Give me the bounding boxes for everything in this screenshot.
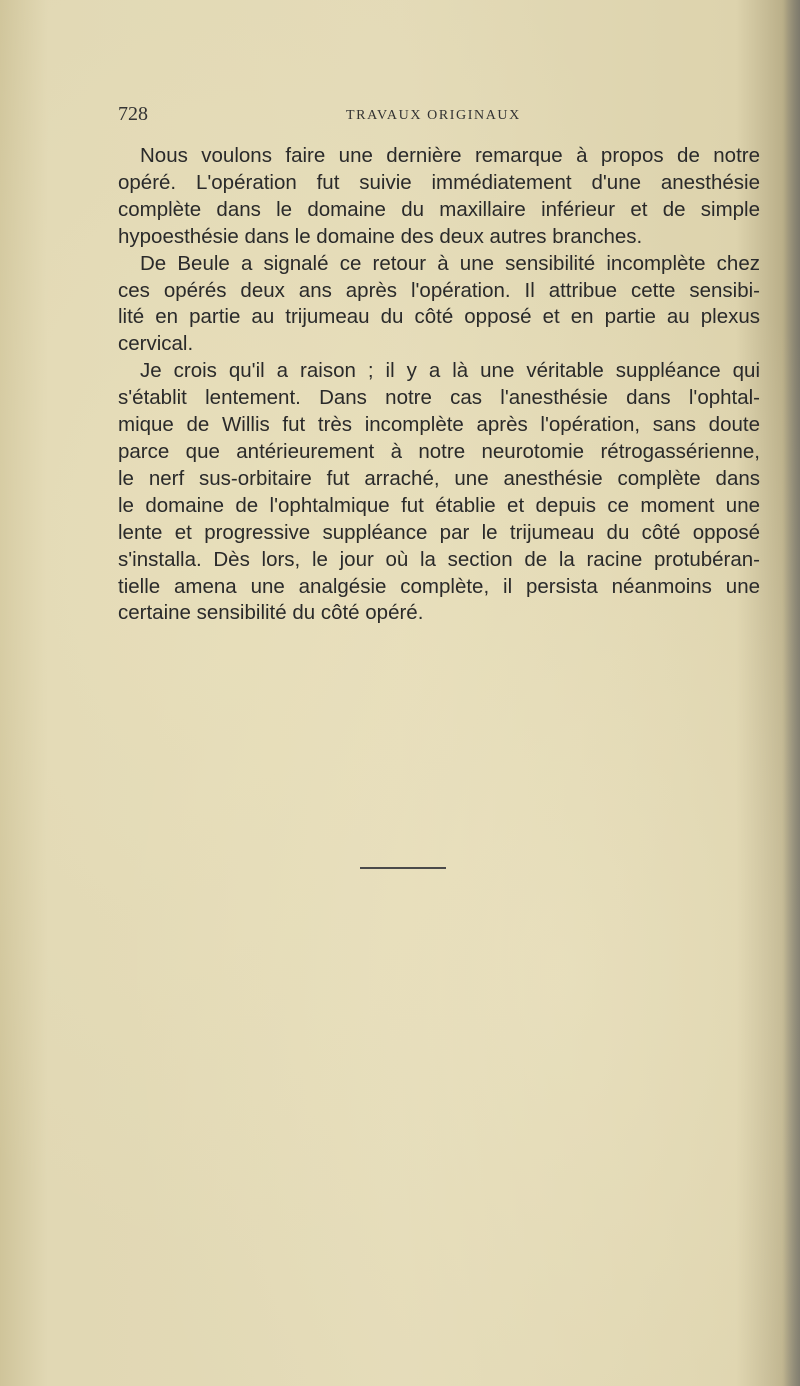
text-line: s'installa. Dès lors, le jour où la section de la racine protubéran- [118,547,760,571]
text-line: complète dans le domaine du maxillaire inférieur et de simple [118,197,760,221]
page-number: 728 [118,103,148,125]
text-line: cervical. [118,332,194,356]
text-line: lente et progressive suppléance par le trijumeau du côté opposé [118,520,760,544]
text-line: s'établit lentement. Dans notre cas l'anesthésie dans l'ophtal- [118,386,760,410]
text-line: le nerf sus-orbitaire fut arraché, une anesthésie complète dans [118,466,760,490]
paragraph-3 [118,358,760,627]
paragraph-2 [118,251,760,359]
body-text [118,143,760,627]
text-line: parce que antérieurement à notre neurotomie rétrogassérienne, [118,439,760,463]
page-header [118,103,758,129]
text-line: tielle amena une analgésie complète, il persista néanmoins une [118,574,760,598]
text-line: ces opérés deux ans après l'opération. Il attribue cette sensibi- [118,278,760,302]
text-line: opéré. L'opération fut suivie immédiatement d'une anesthésie [118,170,760,194]
paragraph-1 [118,143,760,251]
text-line: Je crois qu'il a raison ; il y a là une véritable suppléance qui [140,359,760,383]
section-separator-rule [360,867,446,869]
text-line: hypoesthésie dans le domaine des deux autres branches. [118,224,643,248]
text-line: lité en partie au trijumeau du côté opposé et en partie au plexus [118,305,760,329]
text-line: Nous voulons faire une dernière remarque à propos de notre [140,144,760,167]
text-line: De Beule a signalé ce retour à une sensibilité incomplète chez [140,251,760,275]
text-line: certaine sensibilité du côté opéré. [118,601,424,625]
text-line: mique de Willis fut très incomplète après l'opération, sans doute [118,413,760,437]
text-line: le domaine de l'ophtalmique fut établie et depuis ce moment une [118,493,760,517]
running-head: TRAVAUX ORIGINAUX [346,108,521,123]
